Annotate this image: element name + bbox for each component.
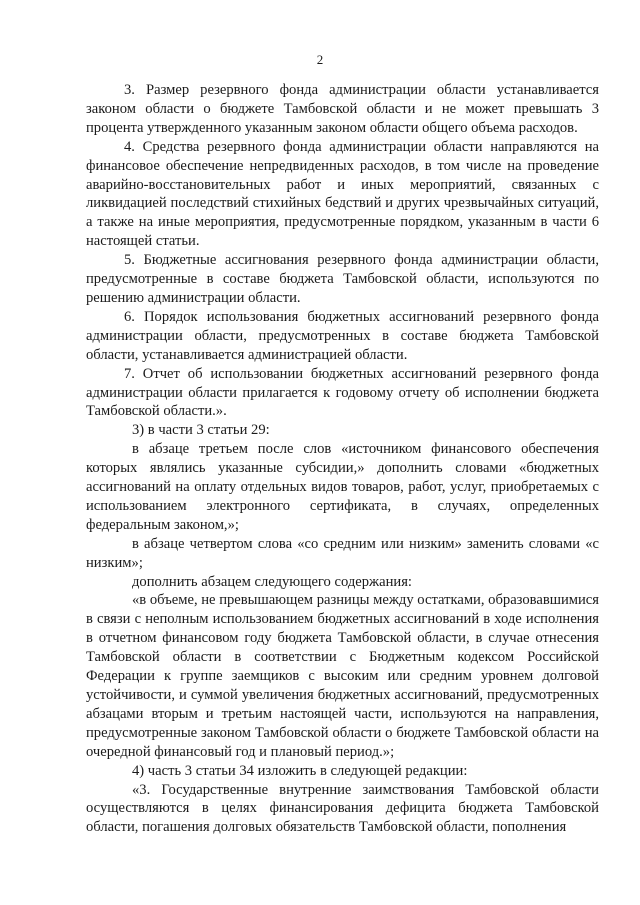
paragraph-item-3: 3) в части 3 статьи 29: [132, 422, 270, 439]
paragraph-borrowings: «3. Государственные внутренние заимствования Тамбовской области осуществляются в целях финансирования дефицита бюджета Тамбовской области, погашения долговых обязательств Тамбовской области, пополнения [86, 781, 599, 836]
page-number: 2 [316, 52, 324, 67]
paragraph-usage-report: 7. Отчет об использовании бюджетных ассигнований резервного фонда администрации области прилагается к годовому отчету об исполнении бюджета Тамбовской области.». [86, 365, 599, 420]
paragraph-reserve-fund-size: 3. Размер резервного фонда администрации области устанавливается законом области о бюджете Тамбовской области и не может превышать 3 процента утвержденного указанным законом области общего объема расходов. [86, 82, 599, 136]
paragraph-add-abzats: дополнить абзацем следующего содержания: [132, 573, 412, 590]
paragraph-fourth-abzats: в абзаце четвертом слова «со средним или низким» заменить словами «с низким»; [86, 535, 599, 571]
document-body [86, 81, 599, 837]
paragraph-usage-procedure: 6. Порядок использования бюджетных ассигнований резервного фонда администрации области, предусмотренных в составе бюджета Тамбовской области, устанавливается администрацией области. [86, 308, 599, 363]
paragraph-budget-allocations: 5. Бюджетные ассигнования резервного фонда администрации области, предусмотренные в составе бюджета Тамбовской области, используются по решению администрации области. [86, 252, 599, 306]
paragraph-reserve-fund-use: 4. Средства резервного фонда администрации области направляются на финансовое обеспечение непредвиденных расходов, в том числе на проведение аварийно-восстановительных работ и иных мероприятий, связанных с ликвидацией последствий стихийных бедствий и других чрезвычайных ситуаций, а также на иные мероприятия, предусмотренные порядком, указанным в части 6 настоящей статьи. [86, 138, 599, 250]
paragraph-third-abzats: в абзаце третьем после слов «источником финансового обеспечения которых являлись указанные субсидии,» дополнить словами «бюджетных ассигнований на оплату отдельных видов товаров, работ, услуг, приобретаемых с использованием электронного сертификата, в случаях, определенных федеральным законом,»; [86, 441, 599, 533]
paragraph-new-abzats-text: «в объеме, не превышающем разницы между остатками, образовавшимися в связи с неполным использованием бюджетных ассигнований в ходе исполнения в отчетном финансовом году бюджета Тамбовской области, в случае отнесения Тамбовской области в соответствии с Бюджетным кодексом Российской Федерации к группе заемщиков с высоким или средним уровнем долговой устойчивости, и суммой увеличения бюджетных ассигнований, предусмотренных абзацами вторым и третьим настоящей части, используются на направления, предусмотренные законом Тамбовской области о бюджете Тамбовской области на очередной финансовый год и плановый период.»; [86, 592, 599, 760]
paragraph-item-4: 4) часть 3 статьи 34 изложить в следующей редакции: [132, 762, 468, 779]
